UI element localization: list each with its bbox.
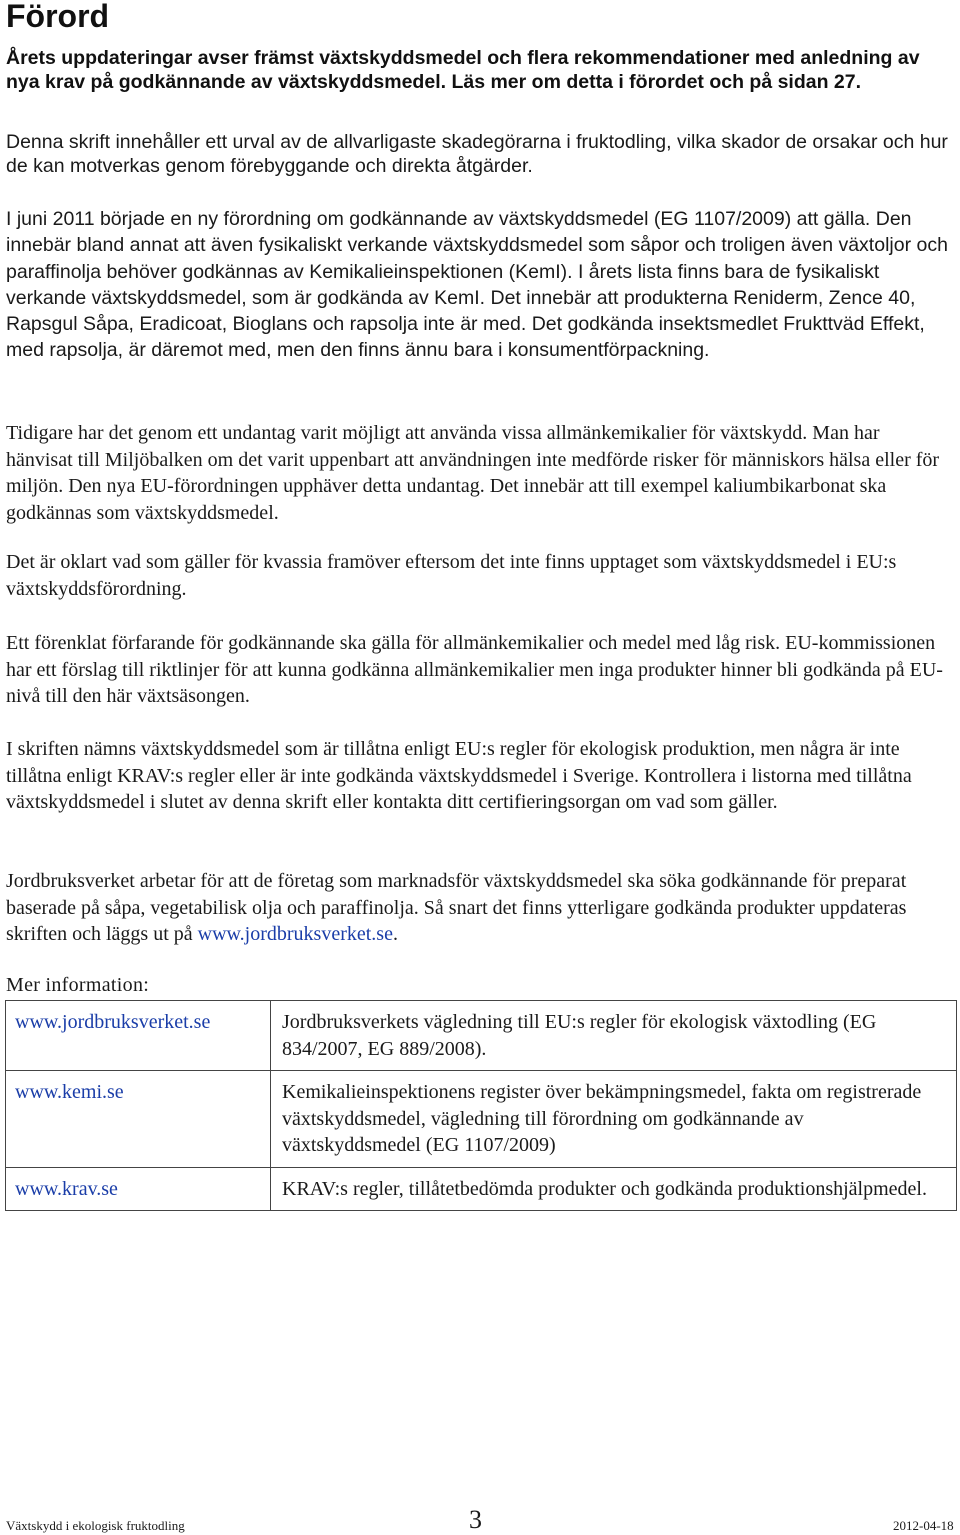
site-link-kemi[interactable]: www.kemi.se	[15, 1081, 124, 1103]
paragraph-end-period: .	[392, 923, 398, 945]
paragraph-scope: Denna skrift innehåller ett urval av de allvarligaste skadegörarna i fruktodling, vilka skador de orsakar och hur de kan motverkas genom förebyggande och direkta åtgärder.	[6, 131, 948, 177]
description-cell: Kemikalieinspektionens register över bekämpningsmedel, fakta om registrerade växtskyddsmedel, vägledning till förordning om godkännande av växtskyddsmedel (EG 1107/2009)	[271, 1071, 957, 1168]
jordbruksverket-link[interactable]: www.jordbruksverket.se	[197, 923, 393, 945]
footer-page-number: 3	[469, 1505, 482, 1534]
site-link-krav[interactable]: www.krav.se	[15, 1177, 118, 1200]
more-info-label: Mer information:	[6, 974, 150, 996]
more-info-table	[5, 1000, 957, 1211]
site-link-jordbruksverket[interactable]: www.jordbruksverket.se	[15, 1011, 211, 1033]
site-cell	[6, 1167, 271, 1211]
paragraph-exemption: Tidigare har det genom ett undantag varit möjligt att använda vissa allmänkemikalier för växtskydd. Man har hänvisat till Miljöbalken om det varit uppenbart att användningen inte medförde risker för människors hälsa eller för miljön. Den nya EU-förordningen upphäver detta undantag. Det innebär att till exempel kaliumbikarbonat ska godkännas som växtskyddsmedel.	[6, 422, 940, 524]
site-cell	[6, 1071, 271, 1168]
footer-date: 2012-04-18	[893, 1518, 954, 1533]
table-row	[6, 1071, 957, 1168]
paragraph-simplified-procedure: Ett förenklat förfarande för godkännande ska gälla för allmänkemikalier och medel med låg risk. EU-kommissionen har ett förslag till riktlinjer för att kunna godkänna allmänkemikalier men inga produkter hinner bli godkända på EU-nivå till den här växtsäsongen.	[6, 632, 943, 707]
paragraph-krav-rules: I skriften nämns växtskyddsmedel som är tillåtna enligt EU:s regler för ekologisk produktion, men några är inte tillåtna enligt KRAV:s regler eller är inte godkända växtskyddsmedel i Sverige. Kontrollera i listorna med tillåtna växtskyddsmedel i slutet av denna skrift eller kontakta ditt certifieringsorgan om vad som gäller.	[6, 738, 912, 813]
description-cell: Jordbruksverkets vägledning till EU:s regler för ekologisk växtodling (EG 834/2007, EG 889/2008).	[271, 1001, 957, 1071]
paragraph-jordbruksverket-text: Jordbruksverket arbetar för att de företag som marknadsför växtskyddsmedel ska söka godkännande för preparat baserade på såpa, vegetabilisk olja och paraffinolja. Så snart det finns ytterligare godkända produkter uppdateras skriften och läggs ut på	[6, 870, 907, 945]
intro-paragraph: Årets uppdateringar avser främst växtskyddsmedel och flera rekommendationer med anledning av nya krav på godkännande av växtskyddsmedel. Läs mer om detta i förordet och på sidan 27.	[6, 47, 920, 93]
footer-publication-title: Växtskydd i ekologisk fruktodling	[6, 1518, 185, 1533]
page-title: Förord	[6, 0, 110, 34]
table-row	[6, 1167, 957, 1211]
paragraph-kvassia: Det är oklart vad som gäller för kvassia framöver eftersom det inte finns upptaget som växtskyddsmedel i EU:s växtskyddsförordning.	[6, 551, 897, 600]
paragraph-jordbruksverket	[6, 868, 931, 948]
table-row	[6, 1001, 957, 1071]
description-cell: KRAV:s regler, tillåtetbedömda produkter och godkända produktionshjälpmedel.	[271, 1167, 957, 1211]
paragraph-regulation: I juni 2011 började en ny förordning om godkännande av växtskyddsmedel (EG 1107/2009) att gälla. Den innebär bland annat att även fysikaliskt verkande växtskyddsmedel som såpor och troligen även växtoljor och paraffinolja behöver godkännas av Kemikalieinspektionen (KemI). I årets lista finns bara de fysikaliskt verkande växtskyddsmedel, som är godkända av KemI. Det innebär att produkterna Reniderm, Zence 40, Rapsgul Såpa, Eradicoat, Bioglans och rapsolja inte är med. Det godkända insektsmedlet Frukttväd Effekt, med rapsolja, är däremot med, men den finns ännu bara i konsumentförpackning.	[6, 208, 948, 362]
site-cell	[6, 1001, 271, 1071]
